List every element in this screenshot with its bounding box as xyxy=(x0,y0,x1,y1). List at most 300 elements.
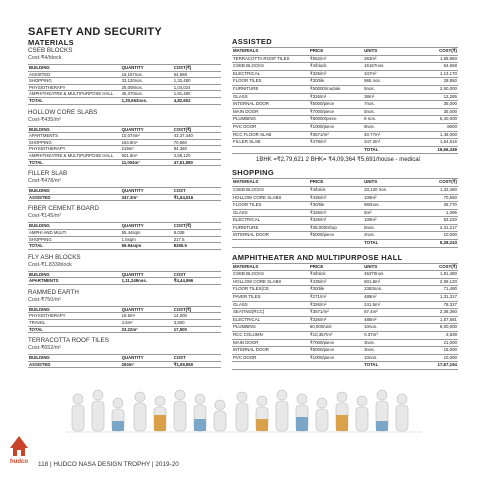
table-header-cell: BUILDING xyxy=(28,188,121,195)
table-header-cell: QUANTITY xyxy=(121,306,173,313)
table-cell: 5m² xyxy=(363,209,413,217)
table-cell: 64,668 xyxy=(413,63,458,71)
table-row xyxy=(232,224,458,232)
table-cell: 4.6m² xyxy=(121,320,173,327)
table-row xyxy=(28,313,221,320)
table-cell: ₹326/m² xyxy=(309,316,363,324)
table-total-row xyxy=(28,97,221,104)
section-heading: AMPHITHEATER AND MULTIPURPOSE HALL xyxy=(232,252,403,262)
table-row xyxy=(232,93,458,101)
table-cell: 109m² xyxy=(363,217,413,225)
table-cell: 8nos. xyxy=(363,123,413,131)
table-header-cell: COST xyxy=(173,271,221,278)
section-note: 1BHK =₹2,79,621 2 BHK= ₹4,09,364 ₹5,691/house - medical xyxy=(256,157,420,164)
table-cell: RCC COLUMN xyxy=(232,332,309,340)
table-cell: 1.5sqm xyxy=(121,236,173,243)
table-cell: 3nos. xyxy=(363,339,413,347)
table-row xyxy=(232,232,458,240)
table-cell: 241.5m² xyxy=(363,301,413,309)
table-cell: PHYSIOTHERAPY xyxy=(28,84,121,91)
table-cell xyxy=(232,240,309,248)
table-row xyxy=(232,286,458,294)
table-total-row xyxy=(232,146,458,154)
table-cell: ₹30/tile xyxy=(309,78,363,86)
table-cell: 78,327 xyxy=(413,301,458,309)
table-cell: ₹30/tile xyxy=(309,202,363,210)
table-row xyxy=(232,324,458,332)
table-cell: 347.3m² xyxy=(363,139,413,147)
table-cell: 1,11,249nos. xyxy=(121,278,173,285)
table-total-row xyxy=(232,362,458,370)
table-cell: 1,31,317 xyxy=(413,294,458,302)
svg-text:hudco: hudco xyxy=(10,459,28,465)
cost-table xyxy=(232,263,458,370)
table-row xyxy=(232,354,458,362)
table-cell: 1,69,860 xyxy=(413,55,458,63)
table-cell: 960nos. xyxy=(363,202,413,210)
left-section xyxy=(28,337,221,368)
table-row xyxy=(28,78,221,85)
table-row xyxy=(28,84,221,91)
table-header-cell: QUANTITY xyxy=(121,271,173,278)
table-cell: 5,28,243 xyxy=(413,240,458,248)
table-header-row xyxy=(232,48,458,56)
table-header-row xyxy=(28,306,221,313)
table-cell: FLOOR TILES xyxy=(232,202,309,210)
left-section xyxy=(28,47,221,105)
table-row xyxy=(232,217,458,225)
table-row xyxy=(232,131,458,139)
table-header-cell: COST(₹) xyxy=(413,48,458,56)
left-section xyxy=(28,289,221,333)
left-section xyxy=(28,109,221,167)
table-cell: 8000 xyxy=(413,123,458,131)
footer-year: 2019-20 xyxy=(155,461,179,468)
table-row xyxy=(28,229,221,236)
table-cell: 1,57,581 xyxy=(413,316,458,324)
table-row xyxy=(232,108,458,116)
cost-table xyxy=(28,306,221,333)
table-cell: 45,370nos. xyxy=(121,91,173,98)
table-cell: ASSISTED xyxy=(28,71,121,78)
table-cell: 965 nos. xyxy=(363,78,413,86)
table-cell: 43,37,440 xyxy=(173,133,221,140)
table-cell: ₹4/brick xyxy=(309,271,363,279)
table-cell: 219m² xyxy=(121,146,173,153)
table-cell: ₹7000/piece xyxy=(309,339,363,347)
table-header-cell: BUILDING xyxy=(28,65,121,72)
section-cost: Cost-₹435/m² xyxy=(28,116,62,123)
table-header-cell: PRICE xyxy=(309,48,363,56)
table-cell: RCC FLOOR SLAB xyxy=(232,131,309,139)
table-cell: 33,120nos. xyxy=(121,78,173,85)
table-header-cell: PRICE xyxy=(309,179,363,187)
table-cell: 94,360 xyxy=(173,146,221,153)
table-cell: 1,81,480 xyxy=(173,91,221,98)
table-cell: 2,59,120 xyxy=(173,152,221,159)
table-cell: ₹1000/piece xyxy=(309,123,363,131)
table-header-row xyxy=(28,271,221,278)
table-cell: 109m² xyxy=(363,194,413,202)
footer-text xyxy=(38,461,179,468)
table-cell: ₹326/m² xyxy=(309,209,363,217)
table-cell: 164.8m² xyxy=(121,139,173,146)
table-cell: TOTAL xyxy=(363,146,413,154)
table-cell: 64,668 xyxy=(173,71,221,78)
table-header-cell: COST(₹) xyxy=(173,65,221,72)
table-row xyxy=(232,139,458,147)
people-illustration xyxy=(66,385,422,443)
table-cell: 7nos. xyxy=(363,101,413,109)
table-cell: TOTAL xyxy=(28,159,121,166)
table-cell: 53,220 xyxy=(413,217,458,225)
table-header-row xyxy=(28,126,221,133)
table-row xyxy=(28,320,221,327)
table-cell: 35,000 xyxy=(413,101,458,109)
table-cell: ₹326/m² xyxy=(309,301,363,309)
table-cell: 10,074m² xyxy=(121,133,173,140)
table-cell: 1,20,663nos. xyxy=(121,97,173,104)
table-cell: ₹38,000/shop xyxy=(309,224,363,232)
table-row xyxy=(28,194,221,201)
section-heading: ASSISTED xyxy=(232,37,272,46)
table-cell: GLASS xyxy=(232,209,309,217)
materials-heading: MATERIALS xyxy=(28,38,74,47)
table-header-row xyxy=(28,355,221,362)
table-cell: 2nos. xyxy=(363,232,413,240)
table-row xyxy=(232,101,458,109)
table-cell: 2383nos. xyxy=(363,286,413,294)
table-cell: 45370nos. xyxy=(363,271,413,279)
table-cell: PAVER TILES xyxy=(232,294,309,302)
table-cell: ₹10,357/m³ xyxy=(309,332,363,340)
table-header-cell: MATERIALS xyxy=(232,263,309,271)
table-row xyxy=(232,347,458,355)
table-header-cell: QUANTITY xyxy=(121,126,173,133)
table-row xyxy=(28,152,221,159)
table-cell: 16,167nos. xyxy=(121,71,173,78)
table-cell: 3nos. xyxy=(363,347,413,355)
table-total-row xyxy=(232,240,458,248)
table-header-cell: COST(₹) xyxy=(173,126,221,133)
right-section xyxy=(232,253,458,370)
table-header-cell: UNITS xyxy=(363,263,413,271)
table-cell: CSEB BLOCKS xyxy=(232,186,309,194)
table-cell: SHOPPING xyxy=(28,78,121,85)
table-cell: ₹4/brick xyxy=(309,186,363,194)
table-cell: 21,000 xyxy=(413,339,458,347)
table-cell: 8255.5 xyxy=(173,243,221,250)
section-title: HOLLOW CORE SLABS xyxy=(28,108,98,116)
right-column xyxy=(232,37,458,375)
table-cell: 10nos. xyxy=(363,324,413,332)
table-cell: ₹80000/piece xyxy=(309,116,363,124)
table-cell: 2,59,120 xyxy=(413,278,458,286)
table-cell: 217.5 xyxy=(173,236,221,243)
table-cell: ₹5000/piece xyxy=(309,347,363,355)
section-title: FIBER CEMENT BOARD xyxy=(28,205,99,213)
table-cell: TOTAL xyxy=(28,97,121,104)
table-cell: 67.4m² xyxy=(363,309,413,317)
table-cell: ₹4/block xyxy=(309,63,363,71)
table-cell: FURNITURE xyxy=(232,224,309,232)
table-cell: 4,82,652 xyxy=(173,97,221,104)
table-cell: 35,000 xyxy=(413,108,458,116)
table-row xyxy=(232,194,458,202)
table-cell: HOLLOW CORE SLABS xyxy=(232,278,309,286)
table-header-cell: QUANTITY xyxy=(121,355,173,362)
table-cell: ₹7000/piece xyxy=(309,108,363,116)
table-cell: CSEB BLOCKS xyxy=(232,63,309,71)
table-cell: 10,000 xyxy=(413,354,458,362)
section-cost: Cost-₹4/block xyxy=(28,55,62,61)
left-section xyxy=(28,170,221,201)
table-cell: PVC DOOR xyxy=(232,354,309,362)
table-cell: 17,67,194 xyxy=(413,362,458,370)
table-total-row xyxy=(28,326,221,333)
table-cell: PHYSIOTHERAPY xyxy=(28,146,121,153)
table-header-cell: QUANTITY xyxy=(121,223,173,230)
cost-table xyxy=(28,64,221,105)
table-header-row xyxy=(232,179,458,187)
table-cell: TOTAL xyxy=(28,326,121,333)
section-cost: Cost-₹478/m² xyxy=(28,178,62,185)
table-cell: ₹50000/module xyxy=(309,85,363,93)
table-cell: SEATING(RCC) xyxy=(232,309,309,317)
table-cell xyxy=(232,146,309,154)
table-cell: 12,285 xyxy=(413,93,458,101)
table-cell: 10,000 xyxy=(413,232,458,240)
table-cell: 1,32,480 xyxy=(173,78,221,85)
table-cell: ₹326/m² xyxy=(309,217,363,225)
table-cell: INTERNAL DOOR xyxy=(232,232,309,240)
table-cell: ₹4,44,996 xyxy=(173,278,221,285)
table-cell: ₹435/m² xyxy=(309,194,363,202)
table-cell: 70,560 xyxy=(173,139,221,146)
table-cell: 0.37m³ xyxy=(363,332,413,340)
table-header-row xyxy=(28,223,221,230)
table-cell: TOTAL xyxy=(28,243,121,250)
table-row xyxy=(232,294,458,302)
table-cell: 26,008nos. xyxy=(121,84,173,91)
table-cell: 2,38,360 xyxy=(413,309,458,317)
table-header-row xyxy=(232,263,458,271)
table-row xyxy=(232,316,458,324)
hudco-logo xyxy=(8,432,30,466)
table-cell: FILLER SLAB xyxy=(232,139,309,147)
table-header-cell: QUANTITY xyxy=(121,188,173,195)
table-header-cell: BUILDING xyxy=(28,223,121,230)
table-header-cell: COST xyxy=(173,355,221,362)
footer-separator: | xyxy=(49,461,54,468)
table-row xyxy=(232,55,458,63)
table-cell: MAIN DOOR xyxy=(232,108,309,116)
table-cell: 263m² xyxy=(363,55,413,63)
page-title: SAFETY AND SECURITY xyxy=(28,26,163,38)
table-cell: ASSISTED xyxy=(28,361,121,368)
table-cell: 2,50,000 xyxy=(413,85,458,93)
table-cell: ASSISTED xyxy=(28,194,121,201)
table-row xyxy=(232,123,458,131)
table-cell: SHOPPING xyxy=(28,236,121,243)
page-number: 118 xyxy=(38,461,49,468)
table-cell: PVC DOOR xyxy=(232,123,309,131)
cost-table xyxy=(232,47,458,154)
table-cell: 1,13,170 xyxy=(413,70,458,78)
table-row xyxy=(232,186,458,194)
table-cell: 56.94sqm xyxy=(121,243,173,250)
table-row xyxy=(232,332,458,340)
footer-separator: | xyxy=(151,461,156,468)
footer-title: HUDCO NASA DESIGN TROPHY xyxy=(53,461,151,468)
cost-table xyxy=(28,126,221,167)
table-cell: 70,560 xyxy=(413,194,458,202)
table-header-cell: COST(₹) xyxy=(173,306,221,313)
table-cell: ₹5000/piece xyxy=(309,232,363,240)
table-row xyxy=(232,278,458,286)
table-cell: ₹326/m² xyxy=(309,70,363,78)
table-cell: TOTAL xyxy=(363,240,413,248)
table-header-cell: PRICE xyxy=(309,263,363,271)
table-cell: AMPHITHEATRE & MULTIPURPOSE HALL xyxy=(28,91,121,98)
table-cell: 5nos. xyxy=(363,85,413,93)
table-header-cell: UNITS xyxy=(363,48,413,56)
table-cell: 71,490 xyxy=(413,286,458,294)
section-heading: SHOPPING xyxy=(232,168,274,178)
table-cell: GLASS xyxy=(232,93,309,101)
table-cell: 15,000 xyxy=(413,347,458,355)
table-cell: FLOOR TILES xyxy=(232,78,309,86)
table-row xyxy=(232,85,458,93)
table-cell: ELECTRICAL xyxy=(232,217,309,225)
table-row xyxy=(28,71,221,78)
table-cell: ₹478/m² xyxy=(309,139,363,147)
table-cell: 6,40,000 xyxy=(413,116,458,124)
table-cell: 1,04,024 xyxy=(173,84,221,91)
table-cell: ₹1,64,516 xyxy=(173,194,221,201)
table-cell: 263m² xyxy=(121,361,173,368)
table-row xyxy=(28,91,221,98)
table-row xyxy=(232,309,458,317)
table-cell: 601.8m² xyxy=(363,278,413,286)
table-cell: 38m² xyxy=(363,93,413,101)
table-cell: 33,120 nos. xyxy=(363,186,413,194)
table-cell xyxy=(309,240,363,248)
table-cell: 1,46,000 xyxy=(413,131,458,139)
table-header-cell: COST xyxy=(173,188,221,195)
table-cell: APARTMENTS xyxy=(28,278,121,285)
table-row xyxy=(232,63,458,71)
table-cell: 8 nos. xyxy=(363,116,413,124)
table-header-cell: COST(₹) xyxy=(413,179,458,187)
cost-table xyxy=(28,222,221,249)
table-cell: 5nos. xyxy=(363,108,413,116)
cost-table xyxy=(28,354,221,368)
table-cell: ₹30/tile xyxy=(309,286,363,294)
table-cell: INTERNAL DOOR xyxy=(232,101,309,109)
table-cell: 16,66,349 xyxy=(413,146,458,154)
table-cell: 47,61,880 xyxy=(173,159,221,166)
table-cell: PHYSIOTHERAPY xyxy=(28,313,121,320)
table-header-row xyxy=(28,188,221,195)
table-row xyxy=(28,278,221,285)
table-cell: ₹652/m² xyxy=(309,55,363,63)
section-title: TERRACOTTA ROOF TILES xyxy=(28,337,109,345)
table-header-cell: BUILDING xyxy=(28,126,121,133)
section-cost: Cost-₹145/m² xyxy=(28,213,62,220)
table-row xyxy=(232,301,458,309)
table-cell: 10nos. xyxy=(363,354,413,362)
table-cell: TERRACOTTA ROOF TILES xyxy=(232,55,309,63)
table-cell: ₹5000/piece xyxy=(309,101,363,109)
table-cell: 347m² xyxy=(363,70,413,78)
table-header-cell: COST(₹) xyxy=(413,263,458,271)
table-cell: TRAVEL xyxy=(28,320,121,327)
table-cell: 488m² xyxy=(363,294,413,302)
table-cell: 2,31,217 xyxy=(413,224,458,232)
table-cell: 6nos. xyxy=(363,224,413,232)
table-cell: 1,81,480 xyxy=(413,271,458,279)
table-cell: 11,004m² xyxy=(121,159,173,166)
table-cell: 14,000 xyxy=(173,313,221,320)
table-cell: 55.44sqm xyxy=(121,229,173,236)
table-cell: 3,500 xyxy=(173,320,221,327)
table-cell: AMPHI AND MULTI xyxy=(28,229,121,236)
left-section xyxy=(28,205,221,249)
table-cell: 3,839 xyxy=(413,332,458,340)
table-row xyxy=(232,209,458,217)
table-cell: 1,396 xyxy=(413,209,458,217)
table-row xyxy=(232,271,458,279)
table-cell: 1,32,480 xyxy=(413,186,458,194)
left-section xyxy=(28,254,221,285)
table-cell: ₹271/m² xyxy=(309,294,363,302)
cost-table xyxy=(28,187,221,201)
table-cell: 347.3m² xyxy=(121,194,173,201)
table-cell: GLASS xyxy=(232,301,309,309)
table-cell: 17,500 xyxy=(173,326,221,333)
table-cell: ₹326/m² xyxy=(309,93,363,101)
table-row xyxy=(232,339,458,347)
section-title: RAMMED EARTH xyxy=(28,288,79,296)
section-title: CSEB BLOCKS xyxy=(28,47,73,54)
table-cell: ₹3571/m² xyxy=(309,131,363,139)
section-title: FILLER SLAB xyxy=(28,170,68,178)
table-row xyxy=(232,70,458,78)
table-cell: ELECTRICAL xyxy=(232,70,309,78)
table-header-cell: UNITS xyxy=(363,179,413,187)
table-header-cell: MATERIALS xyxy=(232,48,309,56)
table-header-cell: BUILDING xyxy=(28,306,121,313)
table-cell xyxy=(309,362,363,370)
left-column xyxy=(28,47,221,372)
table-cell: 18.5m² xyxy=(121,313,173,320)
table-row xyxy=(28,139,221,146)
table-row xyxy=(232,78,458,86)
table-row xyxy=(28,236,221,243)
table-cell: 40.77m² xyxy=(363,131,413,139)
cost-table xyxy=(28,271,221,285)
table-cell: FURNITURE xyxy=(232,85,309,93)
table-row xyxy=(28,361,221,368)
cost-table xyxy=(232,178,458,247)
table-total-row xyxy=(28,159,221,166)
table-cell: TOTAL xyxy=(363,362,413,370)
table-cell: HOLLOW CORE SLABS xyxy=(232,194,309,202)
table-header-cell: BUILDING xyxy=(28,271,121,278)
table-cell: AMPHITHEATRE & MULTIPURPOSE HALL xyxy=(28,152,121,159)
table-cell: 1,64,516 xyxy=(413,139,458,147)
